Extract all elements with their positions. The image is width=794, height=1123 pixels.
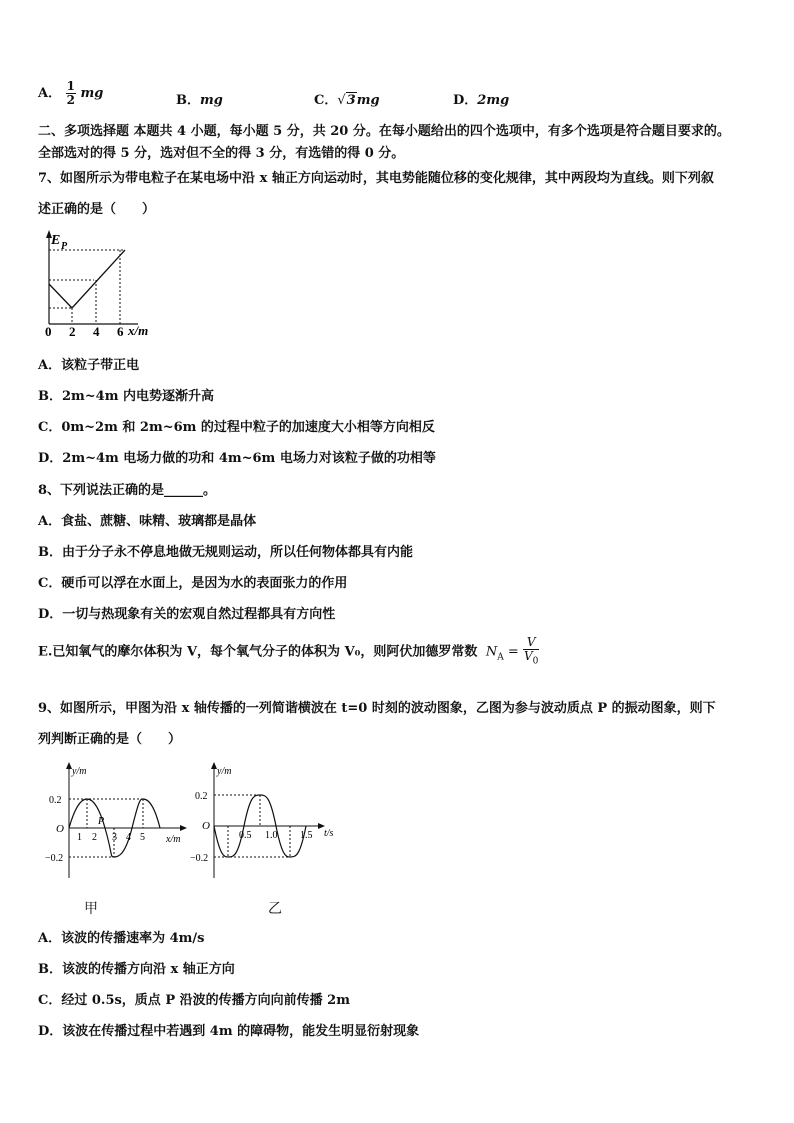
q9-option-b: B．该波的传播方向沿 x 轴正方向: [38, 962, 235, 977]
svg-text:1.0: 1.0: [265, 830, 278, 841]
q8-option-c: C．硬币可以浮在水面上，是因为水的表面张力的作用: [38, 576, 348, 591]
section-heading-cont: 全部选对的得 5 分，选对但不全的得 3 分，有选错的得 0 分。: [38, 146, 405, 161]
q7-tick-0: 0: [45, 324, 52, 339]
fig-caption-jia: 甲: [84, 901, 98, 917]
q9-wave-graph: [42, 760, 192, 882]
q9-stem: 9、如图所示，甲图为沿 x 轴传播的一列简谐横波在 t=0 时刻的波动图象，乙图为参与波动质点 P 的振动图象，则下: [38, 701, 716, 716]
q7-tick-4: 4: [93, 324, 100, 339]
q8-stem: 8、下列说法正确的是______。: [38, 483, 217, 498]
svg-text:−0.2: −0.2: [190, 853, 209, 864]
q7-option-b: B．2m~4m 内电势逐渐升高: [38, 389, 215, 404]
q9-vibration-graph: [190, 760, 350, 882]
point-p-label: P: [98, 816, 105, 827]
svg-text:O: O: [202, 820, 210, 832]
svg-text:0.2: 0.2: [195, 791, 208, 802]
svg-text:0.5: 0.5: [239, 830, 252, 841]
q9-option-a: A．该波的传播速率为 4m/s: [38, 931, 205, 946]
q6-option-a: A． $\frac{1}{2}$ mg: [38, 79, 104, 107]
svg-text:3: 3: [112, 832, 117, 843]
svg-text:0.2: 0.2: [49, 795, 62, 806]
q7-stem: 7、如图所示为带电粒子在某电场中沿 x 轴正方向运动时，其电势能随位移的变化规律，其中两段均为直线。则下列叙: [38, 171, 714, 186]
q6-option-c: C．√3mg: [314, 93, 380, 108]
q7-stem-cont: 述正确的是（ ）: [38, 202, 156, 217]
svg-text:−0.2: −0.2: [45, 853, 64, 864]
q6-option-d: D．2mg: [453, 93, 510, 108]
svg-text:t/s: t/s: [324, 828, 334, 839]
q7-tick-6: 6: [117, 324, 124, 339]
svg-text:O: O: [56, 823, 64, 835]
svg-text:4: 4: [126, 832, 131, 843]
q8-option-d: D．一切与热现象有关的宏观自然过程都具有方向性: [38, 607, 336, 622]
svg-text:1.5: 1.5: [300, 830, 313, 841]
q7-graph: [38, 228, 168, 340]
svg-text:x/m: x/m: [166, 834, 181, 845]
q9-stem-cont: 列判断正确的是（ ）: [38, 732, 182, 747]
q7-option-a: A．该粒子带正电: [38, 358, 140, 373]
q8-option-b: B．由于分子永不停息地做无规则运动，所以任何物体都具有内能: [38, 545, 413, 560]
q8-option-a: A．食盐、蔗糖、味精、玻璃都是晶体: [38, 514, 257, 529]
svg-text:y/m: y/m: [217, 766, 232, 777]
q6-option-b: B．mg: [176, 93, 223, 108]
fraction-v-over-v0: $\frac{V}{V_0}$: [523, 635, 539, 667]
fig-caption-yi: 乙: [268, 901, 282, 917]
q7-option-c: C．0m~2m 和 2m~6m 的过程中粒子的加速度大小相等方向相反: [38, 420, 435, 435]
q9-option-c: C．经过 0.5s，质点 P 沿波的传播方向向前传播 2m: [38, 993, 350, 1008]
section-heading: 二、多项选择题 本题共 4 小题，每小题 5 分，共 20 分。在每小题给出的四个选项中，有多个选项是符合题目要求的。: [38, 124, 730, 139]
svg-text:2: 2: [92, 832, 97, 843]
svg-text:y/m: y/m: [72, 766, 87, 777]
q7-graph-ysub: P: [61, 241, 68, 252]
q7-tick-2: 2: [69, 324, 76, 339]
q7-graph-ylabel: E: [51, 233, 61, 248]
q7-option-d: D．2m~4m 电场力做的功和 4m~6m 电场力对该粒子做的功相等: [38, 451, 436, 466]
q9-option-d: D．该波在传播过程中若遇到 4m 的障碍物，能发生明显衍射现象: [38, 1024, 420, 1039]
fraction-half: $\frac{1}{2}$: [66, 79, 75, 107]
q7-graph-xlabel: x/m: [128, 323, 149, 338]
svg-text:1: 1: [77, 832, 82, 843]
q8-option-e: E.已知氧气的摩尔体积为 V，每个氧气分子的体积为 V₀，则阿伏加德罗常数 $N_A$ = $\frac{V}{V_0}$: [38, 635, 539, 667]
svg-text:5: 5: [140, 832, 145, 843]
